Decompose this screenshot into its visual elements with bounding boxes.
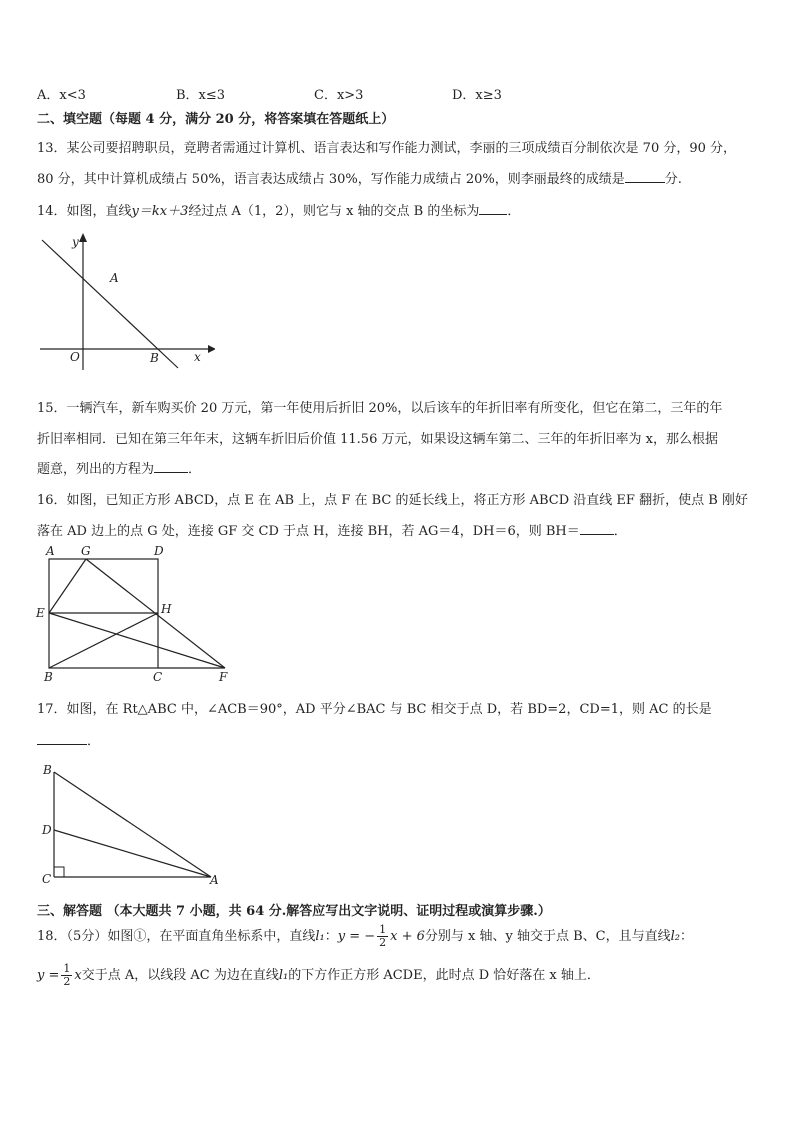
label-B: B [150,351,159,365]
q18-frac2-den: 2 [63,975,71,988]
label-G: G [81,544,91,558]
q17-answer-blank [37,732,87,745]
q18-l1b: l₁ [278,968,289,983]
q16-line2 [37,520,627,539]
section3-heading: 三、解答题 （本大题共 7 小题，共 64 分.解答应写出文字说明、证明过程或演算步骤.） [37,904,551,919]
q18-text-6: 的下方作正方形 ACDE，此时点 D 恰好落在 x 轴上． [288,968,600,983]
q18-frac2-num: 1 [63,962,71,975]
segment-DA [54,830,211,877]
q15-end: ． [188,462,202,477]
label-E: E [36,606,45,620]
q18-text-1: 18．（5分）如图①，在平面直角坐标系中，直线 [37,929,316,944]
q17-line1: 17．如图，在 Rt△ABC 中，∠ACB＝90°，AD 平分∠BAC 与 BC 相交于点 D，若 BD=2，CD=1，则 AC 的长是 [37,702,712,717]
q18-l1: l₁ [315,929,325,944]
label-A: A [110,271,119,285]
label-F: F [219,670,228,684]
q18-frac1-num: 1 [379,923,387,936]
label-B: B [44,670,53,684]
q18-eq1-a: y = − [337,929,376,944]
label-A: A [210,873,219,887]
q18-text-4: ： [679,929,693,944]
q16-text: 落在 AD 边上的点 G 处，连接 GF 交 CD 于点 H，连接 BH，若 AG＝4，DH＝6，则 BH＝ [37,524,580,539]
label-H: H [161,602,172,616]
q15-answer-blank [154,460,188,473]
label-D: D [154,544,164,558]
label-O: O [70,350,80,364]
segment-EF [49,613,225,668]
q14-prefix: 14．如图，直线 [37,204,132,219]
q18-text-3: 分别与 x 轴、y 轴交于点 B、C，且与直线 [424,929,671,944]
label-x: x [194,350,201,364]
label-A: A [46,544,55,558]
q18-eq1-b: x + 6 [390,929,425,944]
label-C: C [42,872,52,886]
q14-mid: 经过点 A（1，2），则它与 x 轴的交点 B 的坐标为 [188,204,480,219]
q13-line2 [37,168,682,187]
segment-EG [49,559,86,613]
q17-line2 [37,730,100,749]
figure-14-line-graph [30,228,215,373]
q17-end: ． [87,734,101,749]
q18-l2: l₂ [670,929,680,944]
label-C: C [153,670,163,684]
q13-answer-blank [625,170,665,183]
q14-answer-blank [479,202,507,215]
right-angle-mark [54,867,64,877]
figure-17-right-triangle [30,760,230,890]
q13-text: 80 分，其中计算机成绩占 50%，语言表达成绩占 30%，写作能力成绩占 20%，则李丽最终的成绩是 [37,172,625,187]
q15-text: 题意，列出的方程为 [37,462,155,477]
segment-BA [54,772,211,877]
q18-line1 [37,924,693,949]
q18-frac1-den: 2 [379,936,387,949]
q16-answer-blank [580,522,614,535]
q14-end: ． [507,204,521,219]
q15-line3 [37,458,201,477]
q18-frac1 [377,924,388,949]
q14-line [37,200,520,219]
y-axis-arrow [79,233,87,242]
choice-c: C．x>3 [314,88,364,103]
section2-heading: 二、填空题（每题 4 分，满分 20 分，将答案填在答题纸上） [37,112,395,127]
label-y: y [72,235,79,249]
q18-eq2-b: x [74,968,82,983]
q18-frac2 [61,963,72,988]
x-axis-arrow [208,345,215,353]
choice-b: B．x≤3 [176,88,226,103]
choice-a: A．x<3 [37,88,86,103]
q13-end: 分. [664,172,682,187]
q18-line2 [37,963,600,988]
choice-d: D．x≥3 [452,88,502,103]
q18-text-2: ： [324,929,338,944]
q15-line2: 折旧率相同．已知在第三年年末，这辆车折旧后价值 11.56 万元，如果设这辆车第二、三年的年折旧率为 x，那么根据 [37,432,718,447]
figure-16-square-fold [30,540,235,690]
q18-eq2-a: y = [37,968,60,983]
segment-BH [49,613,158,668]
q16-end: ． [613,524,627,539]
q13-line1: 13．某公司要招聘职员，竟聘者需通过计算机、语言表达和写作能力测试，李丽的三项成绩百分制依次是 70 分，90 分， [37,141,737,156]
label-B: B [43,763,52,777]
label-D: D [42,823,52,837]
q18-text-5: 交于点 A，以线段 AC 为边在直线 [81,968,279,983]
q16-line1: 16．如图，已知正方形 ABCD，点 E 在 AB 上，点 F 在 BC 的延长线上，将正方形 ABCD 沿直线 EF 翻折，使点 B 刚好 [37,493,748,508]
q15-line1: 15．一辆汽车，新车购买价 20 万元，第一年使用后折旧 20%，以后该车的年折旧率有所变化，但它在第二，三年的年 [37,401,723,416]
q14-equation: y＝kx＋3 [131,204,189,219]
